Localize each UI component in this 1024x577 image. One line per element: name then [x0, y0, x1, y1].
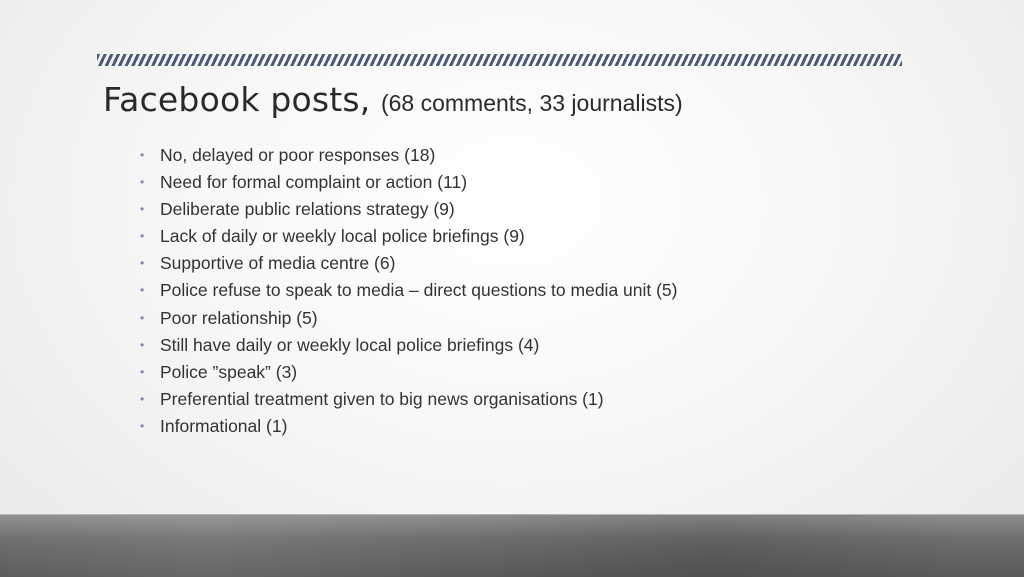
- bullet-icon: •: [140, 229, 145, 244]
- list-item-text: Deliberate public relations strategy (9): [160, 199, 455, 220]
- list-item: [140, 196, 678, 223]
- list-item-text: No, delayed or poor responses (18): [160, 145, 436, 165]
- list-item: [140, 223, 678, 250]
- list-item-text: Police ”speak” (3): [160, 361, 298, 382]
- list-item: [140, 332, 678, 359]
- bullet-list: [140, 142, 678, 440]
- bullet-icon: •: [140, 256, 145, 271]
- list-item: [140, 413, 678, 440]
- list-item: [140, 277, 678, 304]
- list-item-text: Police refuse to speak to media – direct questions to media unit (5): [160, 280, 678, 301]
- bullet-icon: •: [140, 283, 145, 298]
- list-item-text: Lack of daily or weekly local police briefings (9): [160, 226, 525, 247]
- bullet-icon: •: [140, 391, 145, 406]
- title-subtitle: (68 comments, 33 journalists): [380, 90, 683, 116]
- decorative-floor-band: [0, 514, 1024, 577]
- decorative-hatch-bar: [97, 54, 902, 66]
- bullet-icon: •: [140, 175, 145, 190]
- list-item: [140, 250, 678, 277]
- bullet-icon: •: [140, 364, 145, 379]
- list-item-text: Still have daily or weekly local police briefings (4): [160, 334, 540, 355]
- title-main: Facebook posts,: [103, 80, 371, 119]
- list-item-text: Supportive of media centre (6): [160, 253, 396, 274]
- bullet-icon: •: [140, 418, 145, 433]
- slide-title: [103, 80, 683, 119]
- list-item-text: Poor relationship (5): [160, 307, 318, 328]
- list-item-text: Informational (1): [160, 415, 288, 436]
- bullet-icon: •: [140, 310, 145, 325]
- bullet-icon: •: [140, 148, 145, 162]
- list-item: [140, 142, 678, 169]
- list-item: [140, 305, 678, 332]
- list-item: [140, 169, 678, 196]
- bullet-icon: •: [140, 202, 145, 217]
- list-item-text: Need for formal complaint or action (11): [160, 172, 468, 193]
- list-item: [140, 386, 678, 413]
- list-item: [140, 359, 678, 386]
- list-item-text: Preferential treatment given to big news organisations (1): [160, 388, 604, 409]
- bullet-icon: •: [140, 337, 145, 352]
